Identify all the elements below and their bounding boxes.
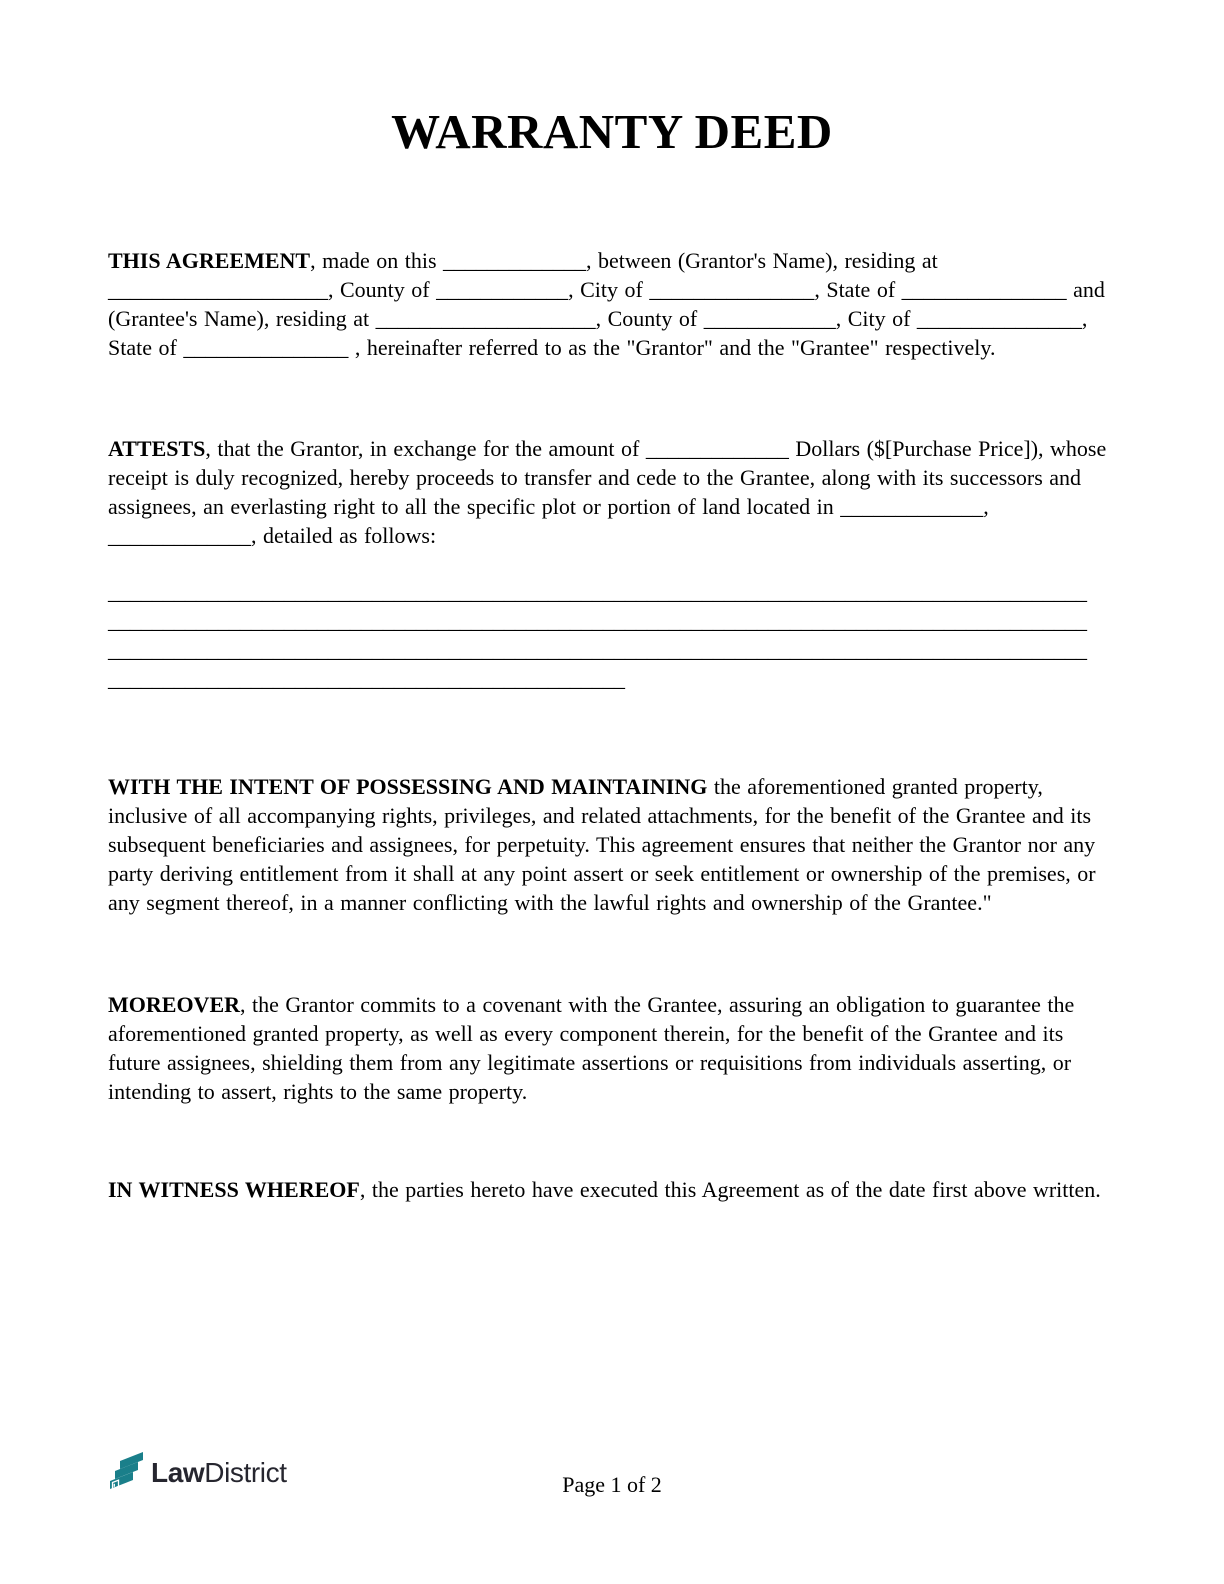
paragraph-intent [108,772,1116,917]
paragraph-this-agreement-text: , made on this _____________, between (Grantor's Name), residing at ____________________, County of ____________, City of _______________, State of _______________ and (Grantee's Name), residing at ____________________, County of ____________, City of _______________, State of _______________ , hereinafter referred to as the "Grantor" and the "Grantee" respectively. [108,248,1105,360]
lawdistrict-logo-icon [108,1450,146,1496]
blank-line-3: _________________________________________________________________________________________ [108,637,1087,662]
property-description-blanks [108,577,1116,693]
paragraph-attests-text: , that the Grantor, in exchange for the amount of _____________ Dollars ($[Purchase Price]), whose receipt is duly recognized, hereby proceeds to transfer and cede to the Grantee, along with its successors and assignees, an everlasting right to all the specific plot or portion of land located in _____________, _____________, detailed as follows: [108,436,1107,548]
paragraph-witness [108,1175,1116,1204]
blank-line-4: _______________________________________________ [108,666,625,691]
lawdistrict-logo-text [151,1450,287,1496]
document-content [108,0,1116,1204]
paragraph-attests [108,434,1116,550]
paragraph-moreover-text: , the Grantor commits to a covenant with the Grantee, assuring an obligation to guarantee the aforementioned granted property, as well as every component therein, for the benefit of the Grantee and its future assignees, shielding them from any legitimate assertions or requisitions from individuals asserting, or intending to assert, rights to the same property. [108,992,1075,1104]
blank-line-1: _________________________________________________________________________________________ [108,579,1087,604]
logo-district: District [204,1457,287,1488]
paragraph-this-agreement-lead: THIS AGREEMENT [108,248,311,273]
logo-law: Law [151,1457,205,1488]
paragraph-intent-text: the aforementioned granted property, inclusive of all accompanying rights, privileges, and related attachments, for the benefit of the Grantee and its subsequent beneficiaries and assignees, for perpetuity. This agreement ensures that neither the Grantor nor any party deriving entitlement from it shall at any point assert or seek entitlement or ownership of the premises, or any segment thereof, in a manner conflicting with the lawful rights and ownership of the Grantee." [108,774,1096,915]
paragraph-witness-text: , the parties hereto have executed this Agreement as of the date first above written. [359,1177,1101,1202]
paragraph-this-agreement [108,246,1116,362]
page-indicator: Page 1 of 2 [562,1472,662,1497]
paragraph-intent-lead: WITH THE INTENT OF POSSESSING AND MAINTAINING [108,774,708,799]
paragraph-moreover [108,990,1116,1106]
page-footer [108,1448,1116,1508]
paragraph-moreover-lead: MOREOVER [108,992,240,1017]
document-title: WARRANTY DEED [391,104,833,159]
paragraph-witness-lead: IN WITNESS WHEREOF [108,1177,360,1202]
blank-line-2: _________________________________________________________________________________________ [108,608,1087,633]
paragraph-attests-lead: ATTESTS [108,436,206,461]
lawdistrict-logo [108,1450,287,1496]
